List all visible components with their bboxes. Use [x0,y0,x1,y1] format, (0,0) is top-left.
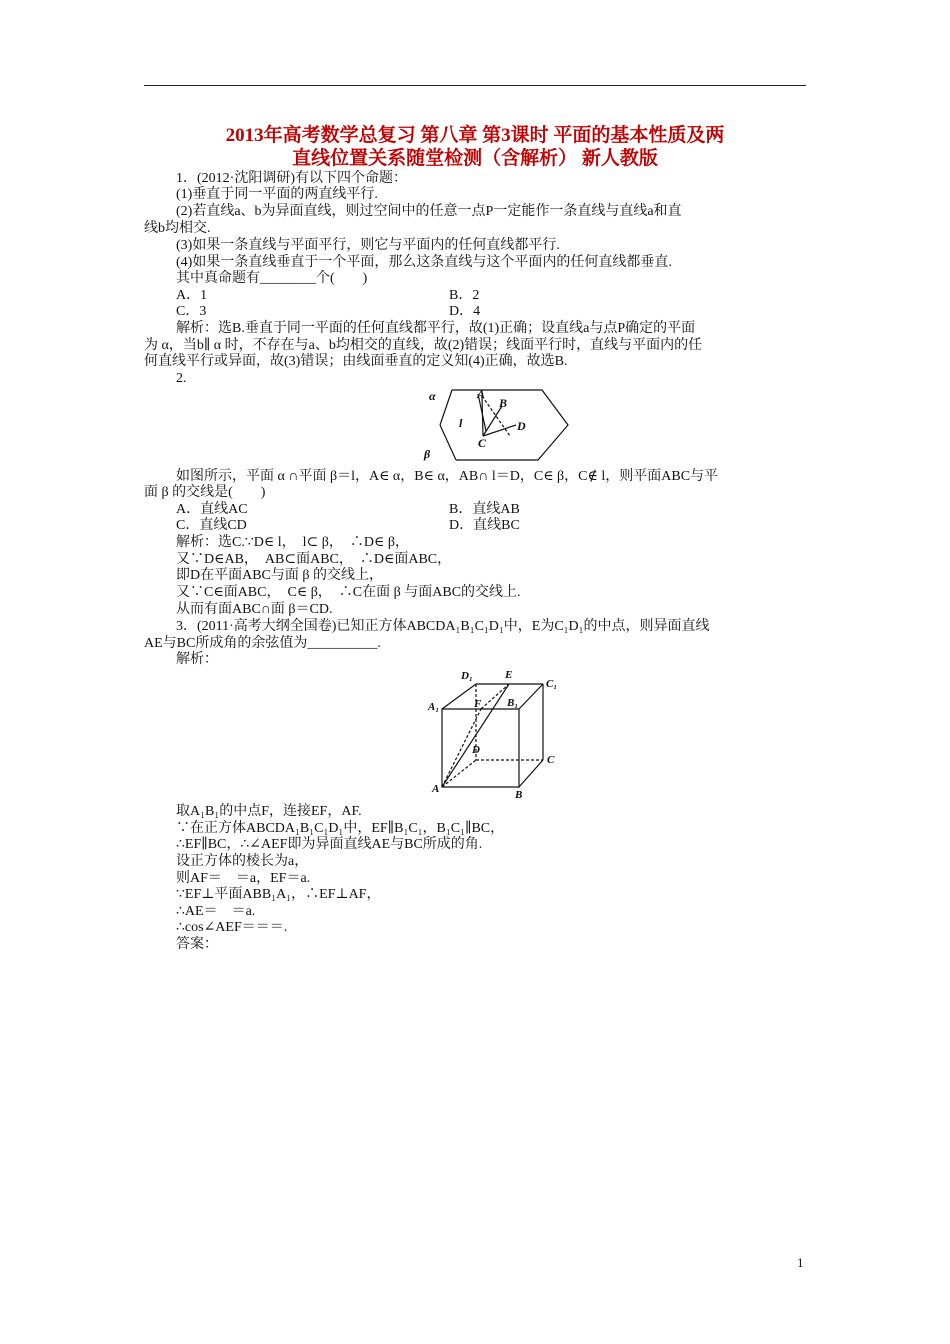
q3-stem: 3．(2011·高考大纲全国卷)已知正方体ABCDA₁B₁C₁D₁中，E为C₁D₁的中点，则异面直线 [176,619,710,634]
q3-step-1: 取A₁B₁的中点F，连接EF，AF. [176,804,362,819]
label-F: F [474,698,482,710]
plane-beta-edge [440,425,456,460]
q3-step-5: 则AF＝ ＝a，EF＝a. [176,871,311,886]
label-A1: A₁ [428,701,440,713]
planes-figure [420,384,570,464]
label-beta: β [424,447,431,461]
q3-step-8: ∴cos∠AEF＝＝＝. [176,920,288,935]
q2-number: 2. [176,371,187,386]
label-A: A [477,387,486,401]
q3-answer-label: 答案： [176,937,218,952]
plane-outline [452,390,568,460]
q2-solution-line-4: 又∵C∈面ABC， C∈ β， ∴C在面 β 与面ABC的交线上. [176,585,521,600]
q1-question: 其中真命题有________个( ) [176,271,368,286]
label-C: C [478,436,487,450]
q1-solution-line-2: 为 α，当b∥ α 时，不存在与a、b均相交的直线，故(2)错误；线面平行时，直线与平面内的任 [144,338,703,353]
q1-stem: 1．(2012·沈阳调研)有以下四个命题： [176,171,407,186]
title-line-1: 2013年高考数学总复习 第八章 第3课时 平面的基本性质及两 [225,125,725,146]
edge-bc [519,760,543,787]
q2-solution-line-5: 从而有面ABC∩面 β＝CD. [176,602,333,617]
q1-proposition-4: (4)如果一条直线垂直于一个平面，那么这条直线与这个平面内的任何直线都垂直. [176,255,672,270]
q1-proposition-1: (1)垂直于同一平面的两直线平行. [176,187,378,202]
q3-step-3: ∴EF∥BC，∴∠AEF即为异面直线AE与BC所成的角. [176,837,483,852]
q1-proposition-3: (3)如果一条直线与平面平行，则它与平面内的任何直线都平行. [176,238,560,253]
header-rule [144,85,806,86]
q2-option-d: D．直线BC [449,518,520,533]
label-C1: C₁ [546,678,558,690]
cube-figure [425,664,565,802]
label-E: E [505,669,513,681]
q2-option-c: C．直线CD [176,518,247,533]
q3-step-4: 设正方体的棱长为a， [176,854,309,869]
plane-alpha-edge [440,390,452,425]
label-A: A [432,783,440,795]
cube-front-face [442,709,519,787]
segment-ac [482,396,483,436]
label-D1: D₁ [461,670,473,682]
q3-step-7: ∴AE＝ ＝a. [176,904,256,919]
q3-step-2: ∵在正方体ABCDA₁B₁C₁D₁中，EF∥B₁C₁，B₁C₁∥BC， [176,821,505,836]
label-B: B [499,396,508,410]
label-D: D [472,744,480,756]
q1-option-d: D．4 [449,304,481,319]
q2-solution-line-1: 解析：选C.∵D∈ l， l⊂ β， ∴D∈ β， [176,535,409,550]
q2-stem-cont: 面 β 的交线是( ) [144,485,266,500]
edge-ad [442,760,476,787]
q2-option-b: B．直线AB [449,502,520,517]
label-C: C [547,754,555,766]
q1-option-b: B．2 [449,288,480,303]
q1-solution-line-1: 解析：选B.垂直于同一平面的任何直线都平行，故(1)正确；设直线a与点P确定的平面 [176,321,696,336]
document-title [144,124,806,170]
q1-option-a: A．1 [176,288,208,303]
title-line-2: 直线位置关系随堂检测（含解析） 新人教版 [292,148,658,169]
page-number: 1 [797,1255,804,1270]
q2-stem: 如图所示，平面 α ∩平面 β＝l，A∈ α，B∈ α，AB∩ l＝D，C∈ β，C∉ l，则平面ABC与平 [176,469,719,484]
label-alpha: α [429,389,436,403]
q1-solution-line-3: 何直线平行或异面，故(3)错误；由线面垂直的定义知(4)正确，故选B. [144,354,568,369]
q1-proposition-2-cont: 线b均相交. [144,221,211,236]
q2-option-a: A．直线AC [176,502,248,517]
q2-solution-line-3: 即D在平面ABC与面 β 的交线上， [176,568,384,583]
edge-a1d1 [442,684,476,709]
q1-proposition-2: (2)若直线a、b为异面直线，则过空间中的任意一点P一定能作一条直线与直线a和直 [176,204,682,219]
segment-cd [483,425,516,436]
q2-solution-line-2: 又∵D∈AB， AB⊂面ABC， ∴D∈面ABC， [176,552,452,567]
label-l: l [459,416,463,430]
label-B1: B₁ [507,697,519,709]
q3-stem-cont: AE与BC所成角的余弦值为__________. [144,636,381,651]
edge-b1c1 [519,684,543,709]
q3-solution-label: 解析： [176,652,218,667]
q1-option-c: C．3 [176,304,207,319]
label-B: B [515,789,523,801]
label-D: D [517,419,526,433]
q3-step-6: ∵EF⊥平面ABB₁A₁，∴EF⊥AF， [176,887,381,902]
